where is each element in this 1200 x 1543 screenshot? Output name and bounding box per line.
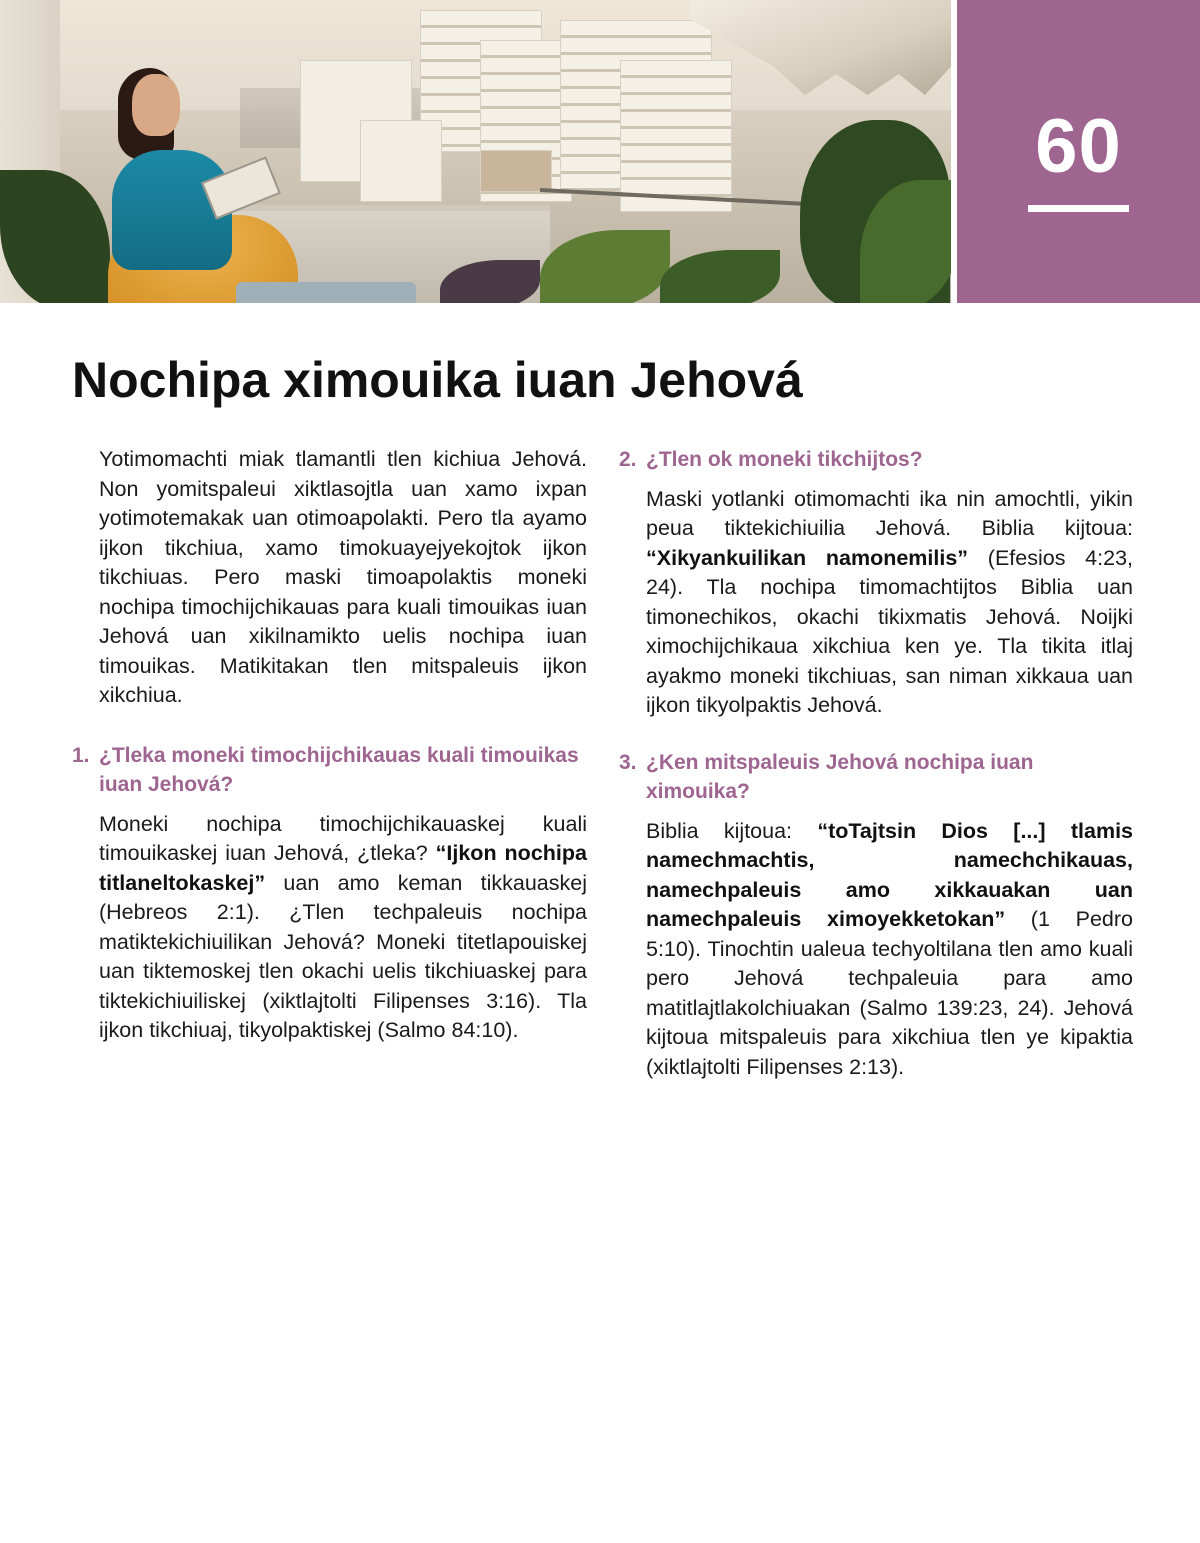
right-column — [619, 445, 1133, 1082]
section-1-text-2: uan amo keman tikkauaskej (Hebreos 2:1). ¿Tlen techpaleuis nochipa matiktekichiuilikan Jehová? Moneki titetlapouiskej uan tiktemoskej tlen okachi uelis tikchiuaskej para tiktekichiuiliskej (xiktlajtolti Filipenses 3:16). Tla ijkon tikchiuaj, tikyolpaktiskej (Salmo 84:10). — [99, 870, 587, 1042]
section-2-paragraph — [646, 485, 1133, 721]
section-2-question-text: ¿Tlen ok moneki tikchijtos? — [646, 448, 923, 471]
section-3-question-text: ¿Ken mitspaleuis Jehová nochipa iuan ximouika? — [646, 750, 1034, 803]
section-3-paragraph — [646, 817, 1133, 1083]
section-3-question — [619, 748, 1133, 807]
section-2-text-1: Maski yotlanki otimomachti ika nin amochtli, yikin peua tiktekichiuilia Jehová. Biblia kijtoua: — [646, 486, 1133, 540]
section-2-scripture-quote: “Xikyankuilikan namonemilis” — [646, 545, 969, 570]
section-2 — [619, 445, 1133, 721]
hero-photo — [0, 0, 951, 303]
intro-paragraph: Yotimomachti miak tlamantli tlen kichiua Jehová. Non yomitspaleui xiktlasojtla uan xamo ixpan yotimotemakak uan otimoapolakti. Pero tla ayamo ijkon tikchiua, xamo timokuayejyekojtok ijkon tikchiuas. Pero maski timoapolaktis moneki nochipa timochijchikauas para kuali timouikas iuan Jehová uan xikilnamikto uelis nochipa iuan timouikas. Matikitakan tlen mitspaleuis ijkon xikchiua. — [99, 447, 587, 707]
section-1-question — [72, 741, 587, 800]
section-2-number: 2. — [619, 448, 637, 471]
section-1-question-text: ¿Tleka moneki timochijchikauas kuali timouikas iuan Jehová? — [99, 743, 579, 796]
section-2-text-2: (Efesios 4:23, 24). Tla nochipa timomachtijtos Biblia uan timonechikos, okachi tikixmatis Jehová. Noijki ximochijchikaua xikchiua ken ye. Tla tikita itlaj ayakmo moneki tikchiuas, san niman xikkaua uan ijkon tikyolpaktis Jehová. — [646, 545, 1133, 717]
section-1-scripture-quote: “Ijkon nochipa titlaneltokaskej” — [99, 841, 587, 895]
section-2-question — [619, 445, 1133, 475]
lesson-number-underline — [1028, 205, 1129, 212]
section-1-number: 1. — [72, 743, 90, 767]
lesson-number: 60 — [1035, 104, 1122, 189]
section-1-paragraph — [99, 810, 587, 1046]
section-3-number: 3. — [619, 750, 637, 774]
section-1 — [72, 741, 587, 1046]
section-3-text-1: Biblia kijtoua: — [646, 818, 818, 843]
section-3-scripture-quote: “toTajtsin Dios [...] tlamis namechmachtis, namechchikauas, namechpaleuis amo xikkauakan uan namechpaleuis ximoyekketokan” — [646, 818, 1133, 931]
lesson-number-tab — [957, 0, 1200, 303]
left-column — [72, 445, 587, 1046]
section-3-text-2: (1 Pedro 5:10). Tinochtin ualeua techyoltilana tlen amo kuali pero Jehová techpaleuia para amo matitlajtlakolchiuakan (Salmo 139:23, 24). Jehová kijtoua mitspaleuis para xikchiua tlen ye kipaktia (xiktlajtolti Filipenses 2:13). — [646, 907, 1134, 1079]
page-title: Nochipa ximouika iuan Jehová — [72, 352, 803, 408]
section-1-text-1: Moneki nochipa timochijchikauaskej kuali timouikaskej iuan Jehová, ¿tleka? — [99, 811, 587, 865]
section-3 — [619, 748, 1133, 1083]
